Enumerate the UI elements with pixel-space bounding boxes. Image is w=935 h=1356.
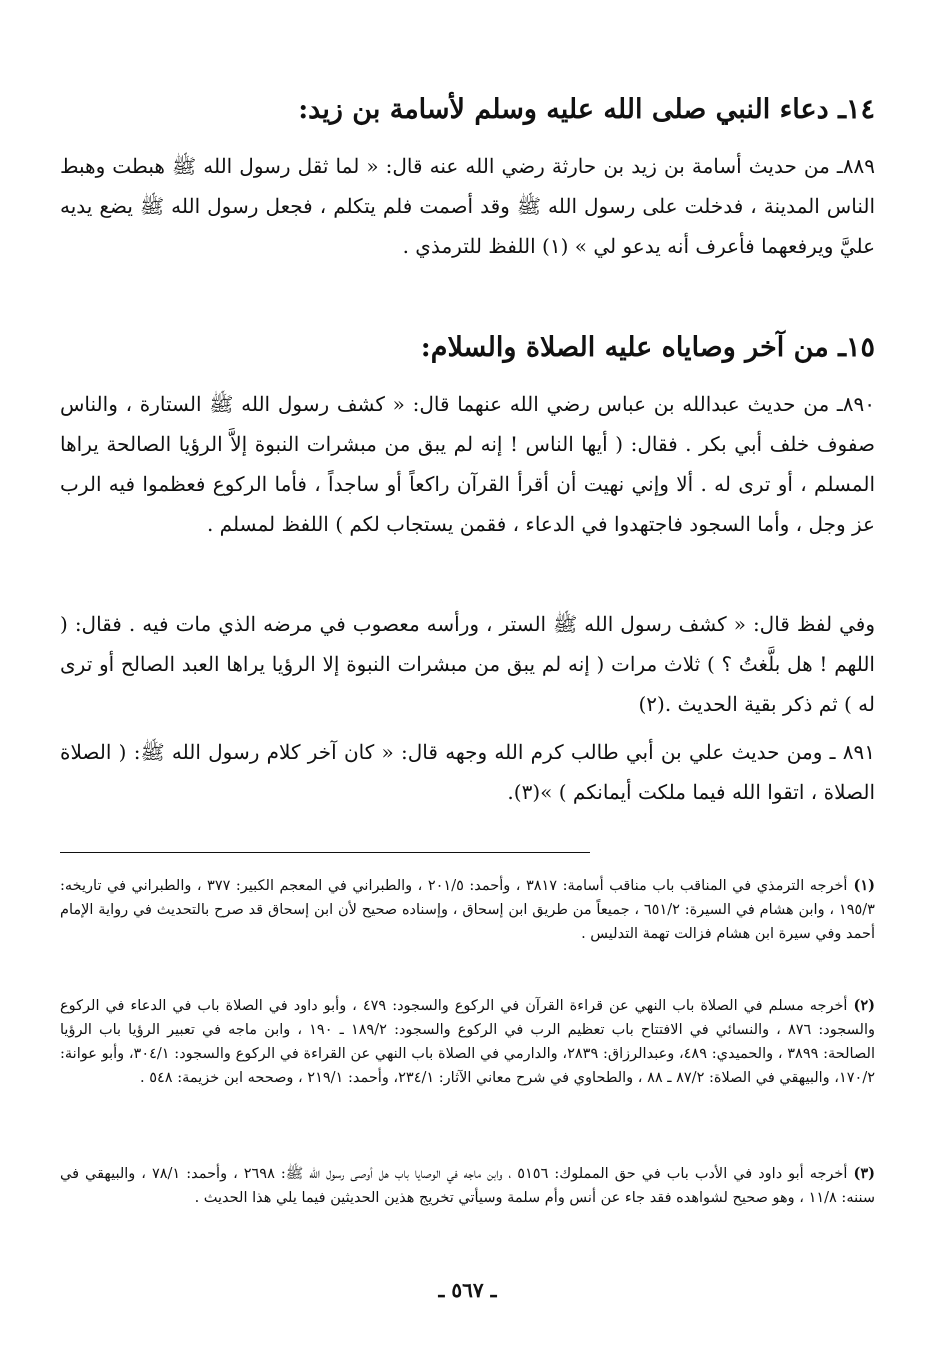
footnote-2-text: أخرجه مسلم في الصلاة باب النهي عن قراءة القرآن في الركوع والسجود: ٤٧٩ ، وأبو داود في الصلاة باب في الدعاء في الركوع والسجود: ٨٧٦ ، والنسائي في الافتتاح باب تعظيم الرب في الركوع والسجود: ١٨٩/٢ ـ ١٩٠ ، وابن ماجه في تعبير الرؤيا باب الرؤيا الصالحة: ٣٨٩٩ ، والحميدي: ٤٨٩، وعبدالرزاق: ٢٨٣٩، والدارمي في الصلاة باب النهي عن القراءة في الركوع والسجود: ٣٠٤/١، وأبو عوانة: ١٧٠/٢، والبيهقي في الصلاة: ٨٧/٢ ـ ٨٨ ، والطحاوي في شرح معاني الآثار: ٢٣٤/١، وأحمد: ٢١٩/١ ، وصححه ابن خزيمة: ٥٤٨ . bbox=[60, 998, 875, 1086]
hadith-890-text: ٨٩٠ـ من حديث عبدالله بن عباس رضي الله عنهما قال: « كشف رسول الله ﷺ الستارة ، والناس صفوف خلف أبي بكر . فقال: ( أيها الناس ! إنه لم يبق من مبشرات النبوة إلاَّ الرؤيا الصالحة يراها المسلم ، أو ترى له . ألا وإني نهيت أن أقرأ القرآن راكعاً أو ساجداً ، فأما الركوع فعظموا فيه الرب عز وجل ، وأما السجود فاجتهدوا في الدعاء ، فقمن يستجاب لكم ) اللفظ لمسلم . bbox=[60, 392, 875, 536]
hadith-890-variant bbox=[60, 604, 875, 724]
footnote-separator bbox=[60, 852, 590, 853]
section-heading-15: ١٥ـ من آخر وصاياه عليه الصلاة والسلام: bbox=[420, 332, 875, 363]
footnote-3-number: (٣) bbox=[853, 1165, 875, 1182]
footnote-2-number: (٢) bbox=[853, 997, 875, 1014]
hadith-891 bbox=[60, 732, 875, 812]
hadith-889-text: ٨٨٩ـ من حديث أسامة بن زيد بن حارثة رضي الله عنه قال: « لما ثقل رسول الله ﷺ هبطت وهبط الناس المدينة ، فدخلت على رسول الله ﷺ وقد أصمت فلم يتكلم ، فجعل رسول الله ﷺ يضع يديه عليَّ ويرفعهما فأعرف أنه يدعو لي » (١) اللفظ للترمذي . bbox=[60, 154, 875, 258]
footnote-3 bbox=[60, 1162, 875, 1210]
book-page bbox=[60, 0, 875, 1356]
footnote-1-text: أخرجه الترمذي في المناقب باب مناقب أسامة: ٣٨١٧ ، وأحمد: ٢٠١/٥ ، والطبراني في المعجم الكبير: ٣٧٧ ، والطبراني في تاريخه: ١٩٥/٣ ، وابن هشام في السيرة: ٦٥١/٢ ، جميعاً من طريق ابن إسحاق ، وإسناده صحيح لأن ابن إسحاق قد صرح بالتحديث في رواية الإمام أحمد وفي سيرة ابن هشام فزالت تهمة التدليس . bbox=[60, 878, 875, 942]
hadith-890-variant-text: وفي لفظ قال: « كشف رسول الله ﷺ الستر ، ورأسه معصوب في مرضه الذي مات فيه . فقال: ( اللهم ! هل بلَّغتُ ؟ ) ثلاث مرات ( إنه لم يبق من مبشرات النبوة إلا الرؤيا يراها العبد الصالح أو ترى له ) ثم ذكر بقية الحديث .(٢) bbox=[60, 612, 875, 716]
footnote-1 bbox=[60, 874, 875, 946]
section-heading-14: ١٤ـ دعاء النبي صلى الله عليه وسلم لأسامة بن زيد: bbox=[298, 94, 875, 125]
hadith-891-text: ٨٩١ ـ ومن حديث علي بن أبي طالب كرم الله وجهه قال: « كان آخر كلام رسول الله ﷺ: ( الصلاة الصلاة ، اتقوا الله فيما ملكت أيمانكم ) »(٣). bbox=[60, 740, 875, 804]
footnote-2 bbox=[60, 994, 875, 1090]
page-number: ـ ٥٦٧ ـ bbox=[438, 1278, 497, 1302]
hadith-890 bbox=[60, 384, 875, 544]
footnote-3-text: أخرجه أبو داود في الأدب باب في حق المملوك: ٥١٥٦ ، وابن ماجه في الوصايا باب هل أوصى رسول الله ﷺ: ٢٦٩٨ ، وأحمد: ٧٨/١ ، والبيهقي في سننه: ١١/٨ ، وهو صحيح لشواهده فقد جاء عن أنس وأم سلمة وسيأتي تخريج هذين الحديثين فيما يلي هذا الحديث . bbox=[60, 1166, 875, 1206]
footnote-1-number: (١) bbox=[853, 877, 876, 894]
hadith-889 bbox=[60, 146, 875, 266]
